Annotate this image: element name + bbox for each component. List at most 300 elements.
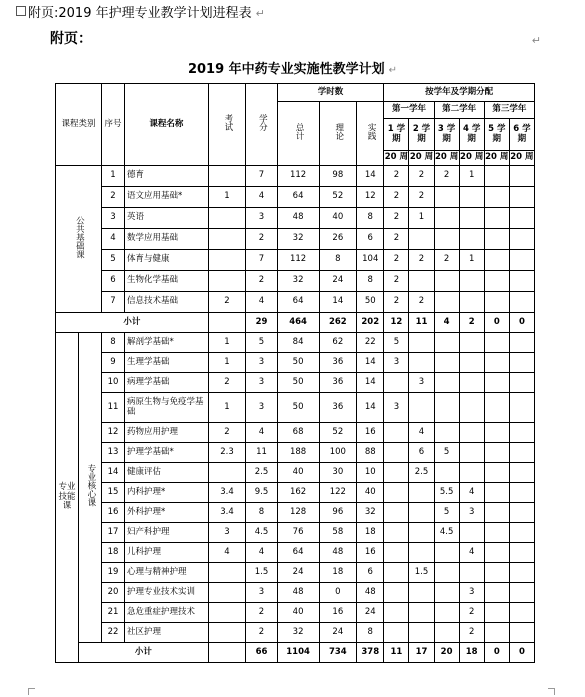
cell-term-1 xyxy=(384,463,409,483)
cell-exam: 4 xyxy=(208,543,246,563)
cell-name: 生理学基础 xyxy=(125,353,209,373)
cell-term-3 xyxy=(434,583,459,603)
cell-term-4: 3 xyxy=(459,583,484,603)
cell-term-5 xyxy=(484,483,509,503)
cell-term-4 xyxy=(459,393,484,423)
header-credit xyxy=(246,84,277,166)
header-theory xyxy=(319,102,357,166)
cell-practice: 32 xyxy=(357,503,384,523)
cell-exam: 1 xyxy=(208,393,246,423)
header-week-4: 20 周 xyxy=(459,151,484,166)
cell-practice: 6 xyxy=(357,229,384,250)
title-text: 2019 年中药专业实施性教学计划 xyxy=(187,62,385,77)
cell-total: 48 xyxy=(277,208,319,229)
cell-theory: 100 xyxy=(319,443,357,463)
cell-name: 信息技术基础 xyxy=(125,292,209,313)
cell-term-2: 17 xyxy=(409,643,434,663)
cell-practice: 16 xyxy=(357,423,384,443)
cell-term-6: 0 xyxy=(509,313,534,333)
cell-term-1: 5 xyxy=(384,333,409,353)
cell-practice: 104 xyxy=(357,250,384,271)
cell-seq: 8 xyxy=(102,333,125,353)
cell-term-5 xyxy=(484,463,509,483)
cell-theory: 52 xyxy=(319,423,357,443)
cell-term-4: 3 xyxy=(459,503,484,523)
cell-term-3 xyxy=(434,292,459,313)
cell-term-1 xyxy=(384,443,409,463)
cell-term-6 xyxy=(509,166,534,187)
header-term-6: 6 学期 xyxy=(509,119,534,151)
cell-credit: 66 xyxy=(246,643,277,663)
cell-term-3: 2 xyxy=(434,250,459,271)
cell-term-5 xyxy=(484,443,509,463)
cell-term-6 xyxy=(509,208,534,229)
cell-credit: 9.5 xyxy=(246,483,277,503)
cell-name: 德育 xyxy=(125,166,209,187)
cell-term-6 xyxy=(509,373,534,393)
category-professional-text: 专业技能课 xyxy=(58,481,76,512)
cell-exam xyxy=(208,250,246,271)
cell-term-5 xyxy=(484,523,509,543)
header-exam xyxy=(208,84,246,166)
category-public-text: 公共基础课 xyxy=(74,215,85,259)
cell-term-1 xyxy=(384,373,409,393)
cell-term-5 xyxy=(484,166,509,187)
cell-name: 社区护理 xyxy=(125,623,209,643)
cell-exam xyxy=(208,603,246,623)
cell-term-5: 0 xyxy=(484,313,509,333)
cell-theory: 734 xyxy=(319,643,357,663)
cell-total: 64 xyxy=(277,543,319,563)
header-practice xyxy=(357,102,384,166)
cell-exam: 1 xyxy=(208,333,246,353)
cell-term-3 xyxy=(434,603,459,623)
cell-name: 语文应用基础* xyxy=(125,187,209,208)
cell-practice: 14 xyxy=(357,353,384,373)
cell-term-1: 2 xyxy=(384,187,409,208)
cell-theory: 40 xyxy=(319,208,357,229)
cell-theory: 36 xyxy=(319,373,357,393)
cell-name: 护理学基础* xyxy=(125,443,209,463)
cell-term-6 xyxy=(509,229,534,250)
cell-term-6 xyxy=(509,463,534,483)
cell-term-4 xyxy=(459,333,484,353)
cell-total: 68 xyxy=(277,423,319,443)
cell-term-5 xyxy=(484,503,509,523)
cell-term-1: 2 xyxy=(384,229,409,250)
cell-total: 40 xyxy=(277,603,319,623)
cell-practice: 24 xyxy=(357,603,384,623)
subtotal-label: 小计 xyxy=(56,313,209,333)
cell-theory: 30 xyxy=(319,463,357,483)
cell-term-6 xyxy=(509,583,534,603)
cell-term-6 xyxy=(509,563,534,583)
cell-practice: 10 xyxy=(357,463,384,483)
cell-total: 40 xyxy=(277,463,319,483)
cell-term-6 xyxy=(509,503,534,523)
cell-practice: 8 xyxy=(357,208,384,229)
header-week-3: 20 周 xyxy=(434,151,459,166)
cell-term-4: 1 xyxy=(459,166,484,187)
subtotal-label: 小计 xyxy=(79,643,209,663)
cell-seq: 2 xyxy=(102,187,125,208)
cell-total: 112 xyxy=(277,250,319,271)
cell-term-4 xyxy=(459,563,484,583)
cell-term-3 xyxy=(434,333,459,353)
header-term-2: 2 学期 xyxy=(409,119,434,151)
cell-term-1 xyxy=(384,483,409,503)
cell-practice: 16 xyxy=(357,543,384,563)
table-row xyxy=(56,603,535,623)
cell-term-5 xyxy=(484,229,509,250)
cell-term-2 xyxy=(409,333,434,353)
cell-term-5 xyxy=(484,292,509,313)
cell-term-3 xyxy=(434,373,459,393)
cell-term-1: 3 xyxy=(384,393,409,423)
cell-term-6 xyxy=(509,292,534,313)
cell-term-3: 4.5 xyxy=(434,523,459,543)
cell-term-1 xyxy=(384,503,409,523)
cell-term-5 xyxy=(484,373,509,393)
cell-total: 50 xyxy=(277,373,319,393)
header-year-1: 第一学年 xyxy=(384,102,434,119)
cell-term-2: 4 xyxy=(409,423,434,443)
cell-term-1 xyxy=(384,423,409,443)
table-row xyxy=(56,166,535,187)
cell-seq: 4 xyxy=(102,229,125,250)
cell-term-3 xyxy=(434,271,459,292)
cell-term-1 xyxy=(384,543,409,563)
cell-seq: 12 xyxy=(102,423,125,443)
cell-practice: 14 xyxy=(357,393,384,423)
cell-exam: 2 xyxy=(208,292,246,313)
cell-theory: 122 xyxy=(319,483,357,503)
cell-term-1: 3 xyxy=(384,353,409,373)
cell-term-4: 1 xyxy=(459,250,484,271)
cell-term-4 xyxy=(459,523,484,543)
cell-exam xyxy=(208,166,246,187)
cell-credit: 2 xyxy=(246,271,277,292)
cell-credit: 3 xyxy=(246,353,277,373)
cell-term-1: 11 xyxy=(384,643,409,663)
cell-term-2: 1.5 xyxy=(409,563,434,583)
cell-term-2: 2 xyxy=(409,166,434,187)
cell-term-2 xyxy=(409,603,434,623)
cell-term-2 xyxy=(409,623,434,643)
table-row xyxy=(56,443,535,463)
cell-term-2: 2 xyxy=(409,292,434,313)
cell-term-2 xyxy=(409,503,434,523)
cell-credit: 8 xyxy=(246,503,277,523)
cell-term-3 xyxy=(434,623,459,643)
cell-term-5 xyxy=(484,423,509,443)
cell-seq: 7 xyxy=(102,292,125,313)
table-row xyxy=(56,423,535,443)
cell-exam: 1 xyxy=(208,187,246,208)
table-row xyxy=(56,373,535,393)
cell-exam xyxy=(208,313,246,333)
cell-term-5 xyxy=(484,603,509,623)
cell-term-2: 6 xyxy=(409,443,434,463)
header-year-3: 第三学年 xyxy=(484,102,534,119)
cell-credit: 7 xyxy=(246,250,277,271)
cell-seq: 13 xyxy=(102,443,125,463)
cell-exam: 3.4 xyxy=(208,503,246,523)
cell-exam: 1 xyxy=(208,353,246,373)
cell-term-2 xyxy=(409,353,434,373)
header-credit-text: 学分 xyxy=(257,114,268,132)
cell-theory: 98 xyxy=(319,166,357,187)
table-row xyxy=(56,292,535,313)
anchor-icon xyxy=(16,6,26,16)
cell-total: 128 xyxy=(277,503,319,523)
cell-total: 64 xyxy=(277,187,319,208)
cell-theory: 26 xyxy=(319,229,357,250)
cell-seq: 17 xyxy=(102,523,125,543)
cell-theory: 62 xyxy=(319,333,357,353)
header-week-2: 20 周 xyxy=(409,151,434,166)
table-row xyxy=(56,563,535,583)
cell-term-5: 0 xyxy=(484,643,509,663)
cell-term-5 xyxy=(484,353,509,373)
cell-term-5 xyxy=(484,563,509,583)
cell-theory: 96 xyxy=(319,503,357,523)
cell-total: 32 xyxy=(277,623,319,643)
subcategory-core xyxy=(79,333,102,643)
cell-term-6 xyxy=(509,543,534,563)
cell-term-3: 4 xyxy=(434,313,459,333)
cell-term-4 xyxy=(459,353,484,373)
cell-term-3 xyxy=(434,543,459,563)
cell-theory: 36 xyxy=(319,353,357,373)
subcategory-core-text: 专业核心课 xyxy=(85,464,96,507)
cell-exam: 2 xyxy=(208,423,246,443)
header-total xyxy=(277,102,319,166)
cell-term-4 xyxy=(459,443,484,463)
table-row xyxy=(56,271,535,292)
table-row xyxy=(56,250,535,271)
cell-credit: 2 xyxy=(246,603,277,623)
cell-term-6 xyxy=(509,483,534,503)
header-text: 附页:2019 年护理专业教学计划进程表 xyxy=(28,6,252,21)
cell-term-4 xyxy=(459,292,484,313)
cell-practice: 378 xyxy=(357,643,384,663)
cell-term-3 xyxy=(434,563,459,583)
header-week-6: 20 周 xyxy=(509,151,534,166)
cell-total: 188 xyxy=(277,443,319,463)
cell-theory: 14 xyxy=(319,292,357,313)
cell-seq: 15 xyxy=(102,483,125,503)
cell-term-6 xyxy=(509,443,534,463)
cell-term-6 xyxy=(509,423,534,443)
cell-term-4: 2 xyxy=(459,603,484,623)
cell-total: 84 xyxy=(277,333,319,353)
table-row xyxy=(56,583,535,603)
subtotal-row xyxy=(56,313,535,333)
cell-term-5 xyxy=(484,271,509,292)
cell-seq: 20 xyxy=(102,583,125,603)
cell-term-1: 2 xyxy=(384,250,409,271)
cell-term-3 xyxy=(434,229,459,250)
cell-name: 解剖学基础* xyxy=(125,333,209,353)
header-line xyxy=(16,2,265,21)
cell-credit: 7 xyxy=(246,166,277,187)
cell-credit: 4 xyxy=(246,423,277,443)
cell-term-3 xyxy=(434,423,459,443)
cell-term-1 xyxy=(384,563,409,583)
cell-seq: 18 xyxy=(102,543,125,563)
cell-exam: 3 xyxy=(208,523,246,543)
cell-theory: 48 xyxy=(319,543,357,563)
cell-practice: 88 xyxy=(357,443,384,463)
cell-seq: 16 xyxy=(102,503,125,523)
table-row xyxy=(56,229,535,250)
cell-total: 50 xyxy=(277,353,319,373)
cell-term-1: 12 xyxy=(384,313,409,333)
header-theory-text: 理论 xyxy=(333,123,344,141)
cell-name: 内科护理* xyxy=(125,483,209,503)
cell-exam: 3.4 xyxy=(208,483,246,503)
cell-total: 48 xyxy=(277,583,319,603)
cell-term-2 xyxy=(409,229,434,250)
cell-name: 生物化学基础 xyxy=(125,271,209,292)
plan-table xyxy=(55,83,535,663)
cell-total: 1104 xyxy=(277,643,319,663)
cell-term-3 xyxy=(434,187,459,208)
header-term-4: 4 学期 xyxy=(459,119,484,151)
subtitle xyxy=(50,28,92,48)
cell-credit: 11 xyxy=(246,443,277,463)
cell-term-5 xyxy=(484,623,509,643)
cell-term-2 xyxy=(409,543,434,563)
cell-name: 体育与健康 xyxy=(125,250,209,271)
cell-seq: 14 xyxy=(102,463,125,483)
cell-term-2: 11 xyxy=(409,313,434,333)
cell-credit: 4.5 xyxy=(246,523,277,543)
cell-term-2: 2.5 xyxy=(409,463,434,483)
paragraph-mark-icon: ↵ xyxy=(388,65,398,76)
cell-name: 健康评估 xyxy=(125,463,209,483)
cell-exam xyxy=(208,463,246,483)
cell-credit: 3 xyxy=(246,373,277,393)
cell-term-6 xyxy=(509,250,534,271)
cell-credit: 2 xyxy=(246,623,277,643)
cell-credit: 1.5 xyxy=(246,563,277,583)
page-corner xyxy=(28,688,35,695)
header-hours: 学时数 xyxy=(277,84,384,102)
subtitle-text: 附页： xyxy=(50,31,92,47)
cell-term-5 xyxy=(484,393,509,423)
cell-term-1 xyxy=(384,623,409,643)
group-public xyxy=(56,166,535,333)
cell-seq: 10 xyxy=(102,373,125,393)
table-row xyxy=(56,543,535,563)
cell-exam xyxy=(208,583,246,603)
cell-seq: 3 xyxy=(102,208,125,229)
table-row xyxy=(56,208,535,229)
cell-term-6 xyxy=(509,187,534,208)
cell-seq: 9 xyxy=(102,353,125,373)
table-row xyxy=(56,353,535,373)
cell-credit: 4 xyxy=(246,543,277,563)
header-term-1: 1 学期 xyxy=(384,119,409,151)
cell-term-2: 2 xyxy=(409,250,434,271)
cell-total: 24 xyxy=(277,563,319,583)
cell-practice: 14 xyxy=(357,373,384,393)
cell-theory: 16 xyxy=(319,603,357,623)
cell-exam xyxy=(208,623,246,643)
cell-exam xyxy=(208,643,246,663)
cell-term-6 xyxy=(509,393,534,423)
cell-term-3 xyxy=(434,353,459,373)
cell-name: 心理与精神护理 xyxy=(125,563,209,583)
cell-term-3 xyxy=(434,393,459,423)
cell-total: 76 xyxy=(277,523,319,543)
cell-practice: 50 xyxy=(357,292,384,313)
cell-theory: 36 xyxy=(319,393,357,423)
cell-term-2 xyxy=(409,483,434,503)
table-row xyxy=(56,463,535,483)
cell-exam xyxy=(208,208,246,229)
cell-term-4 xyxy=(459,208,484,229)
cell-term-6 xyxy=(509,603,534,623)
cell-credit: 3 xyxy=(246,583,277,603)
cell-term-6 xyxy=(509,523,534,543)
cell-term-2: 2 xyxy=(409,187,434,208)
cell-total: 32 xyxy=(277,229,319,250)
cell-term-4 xyxy=(459,229,484,250)
table-row xyxy=(56,393,535,423)
cell-name: 外科护理* xyxy=(125,503,209,523)
cell-theory: 24 xyxy=(319,623,357,643)
cell-term-4: 4 xyxy=(459,483,484,503)
cell-practice: 8 xyxy=(357,623,384,643)
header-total-text: 总计 xyxy=(293,123,304,141)
cell-theory: 18 xyxy=(319,563,357,583)
cell-term-2 xyxy=(409,583,434,603)
cell-practice: 48 xyxy=(357,583,384,603)
table-row xyxy=(56,333,535,353)
cell-practice: 202 xyxy=(357,313,384,333)
cell-term-5 xyxy=(484,583,509,603)
table-row xyxy=(56,187,535,208)
cell-theory: 58 xyxy=(319,523,357,543)
cell-theory: 52 xyxy=(319,187,357,208)
cell-practice: 12 xyxy=(357,187,384,208)
cell-theory: 8 xyxy=(319,250,357,271)
cell-credit: 2 xyxy=(246,229,277,250)
cell-term-2: 1 xyxy=(409,208,434,229)
cell-total: 464 xyxy=(277,313,319,333)
cell-practice: 18 xyxy=(357,523,384,543)
cell-seq: 6 xyxy=(102,271,125,292)
cell-term-4 xyxy=(459,271,484,292)
cell-term-3 xyxy=(434,208,459,229)
cell-credit: 3 xyxy=(246,208,277,229)
cell-seq: 1 xyxy=(102,166,125,187)
cell-exam xyxy=(208,229,246,250)
cell-term-1: 2 xyxy=(384,292,409,313)
cell-term-6 xyxy=(509,333,534,353)
cell-name: 病理学基础 xyxy=(125,373,209,393)
cell-exam xyxy=(208,563,246,583)
subtotal-row xyxy=(56,643,535,663)
cell-term-6: 0 xyxy=(509,643,534,663)
cell-seq: 19 xyxy=(102,563,125,583)
cell-seq: 22 xyxy=(102,623,125,643)
cell-term-3: 5 xyxy=(434,443,459,463)
cell-term-4: 2 xyxy=(459,623,484,643)
